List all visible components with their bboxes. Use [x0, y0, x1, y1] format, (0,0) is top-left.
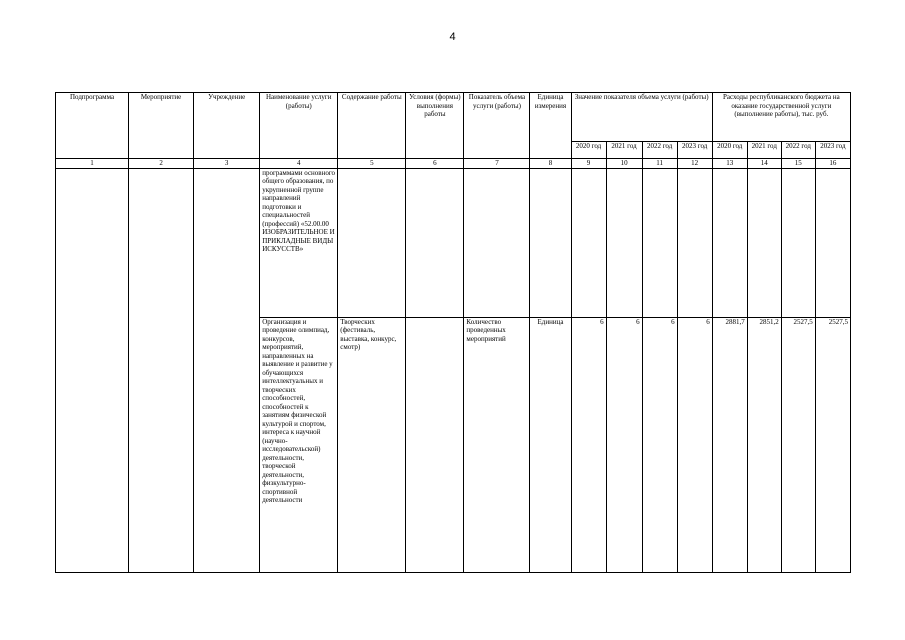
expense-cell: 2881,7 — [712, 317, 747, 572]
service-name-cell: программами основного общего образования, по укрупненной группе направлений подготовки и специальностей (профессий) «52.00.00 ИЗОБРАЗИТЕЛЬНОЕ И ПРИКЛАДНЫЕ ВИДЫ ИСКУССТВ» — [260, 168, 338, 317]
volume-cell: 6 — [677, 317, 712, 572]
header-conditions: Условия (формы) выполнения работы — [406, 93, 464, 159]
volume-cell: 6 — [642, 317, 677, 572]
column-number: 15 — [781, 159, 815, 169]
header-volume-year: 2020 год — [571, 142, 606, 159]
services-table — [55, 92, 851, 573]
header-volume-year: 2023 год — [677, 142, 712, 159]
subprogram-cell — [56, 168, 129, 572]
expense-cell — [815, 168, 850, 317]
conditions-cell — [406, 168, 464, 317]
expense-cell — [712, 168, 747, 317]
header-service-name: Наименование услуги (работы) — [260, 93, 338, 159]
header-expense-year: 2023 год — [815, 142, 850, 159]
expense-cell: 2527,5 — [815, 317, 850, 572]
service-name-cell: Организация и проведение олимпиад, конкурсов, мероприятий, направленных на выявление и развитие у обучающихся интеллектуальных и творческих способностей, способностей к занятиям физической культурой и спортом, интереса к научной (научно-исследовательской) деятельности, творческой деятельности, физкультурно-спортивной деятельности — [260, 317, 338, 572]
volume-cell — [677, 168, 712, 317]
volume-cell — [606, 168, 642, 317]
header-expense-group: Расходы республиканского бюджета на оказание государственной услуги (выполнение работы), тыс. руб. — [712, 93, 850, 142]
header-expense-year: 2022 год — [781, 142, 815, 159]
column-number: 5 — [338, 159, 406, 169]
expense-cell: 2851,2 — [747, 317, 781, 572]
volume-cell: 6 — [606, 317, 642, 572]
header-row — [56, 93, 851, 142]
header-volume-group: Значение показателя объема услуги (работы) — [571, 93, 712, 142]
header-institution: Учреждение — [194, 93, 260, 159]
column-number: 11 — [642, 159, 677, 169]
content-cell: Творческих (фестиваль, выставка, конкурс, смотр) — [338, 317, 406, 572]
column-number: 13 — [712, 159, 747, 169]
unit-cell — [530, 168, 571, 317]
column-numbers-row — [56, 159, 851, 169]
indicator-cell: Количество проведенных мероприятий — [464, 317, 530, 572]
expense-cell: 2527,5 — [781, 317, 815, 572]
column-number: 4 — [260, 159, 338, 169]
header-unit: Единица измерения — [530, 93, 571, 159]
volume-cell — [642, 168, 677, 317]
header-volume-year: 2022 год — [642, 142, 677, 159]
header-subprogram: Подпрограмма — [56, 93, 129, 159]
column-number: 10 — [606, 159, 642, 169]
expense-cell — [781, 168, 815, 317]
header-indicator: Показатель объема услуги (работы) — [464, 93, 530, 159]
column-number: 9 — [571, 159, 606, 169]
header-event: Мероприятие — [129, 93, 194, 159]
unit-cell: Единица — [530, 317, 571, 572]
column-number: 2 — [129, 159, 194, 169]
institution-cell — [194, 168, 260, 572]
expense-cell — [747, 168, 781, 317]
content-cell — [338, 168, 406, 317]
column-number: 6 — [406, 159, 464, 169]
column-number: 8 — [530, 159, 571, 169]
header-content: Содержание работы — [338, 93, 406, 159]
volume-cell: 6 — [571, 317, 606, 572]
header-volume-year: 2021 год — [606, 142, 642, 159]
column-number: 14 — [747, 159, 781, 169]
event-cell — [129, 168, 194, 572]
column-number: 16 — [815, 159, 850, 169]
column-number: 12 — [677, 159, 712, 169]
column-number: 3 — [194, 159, 260, 169]
indicator-cell — [464, 168, 530, 317]
column-number: 1 — [56, 159, 129, 169]
page-number: 4 — [449, 31, 456, 43]
header-expense-year: 2021 год — [747, 142, 781, 159]
conditions-cell — [406, 317, 464, 572]
column-number: 7 — [464, 159, 530, 169]
volume-cell — [571, 168, 606, 317]
header-expense-year: 2020 год — [712, 142, 747, 159]
table-row — [56, 168, 851, 317]
